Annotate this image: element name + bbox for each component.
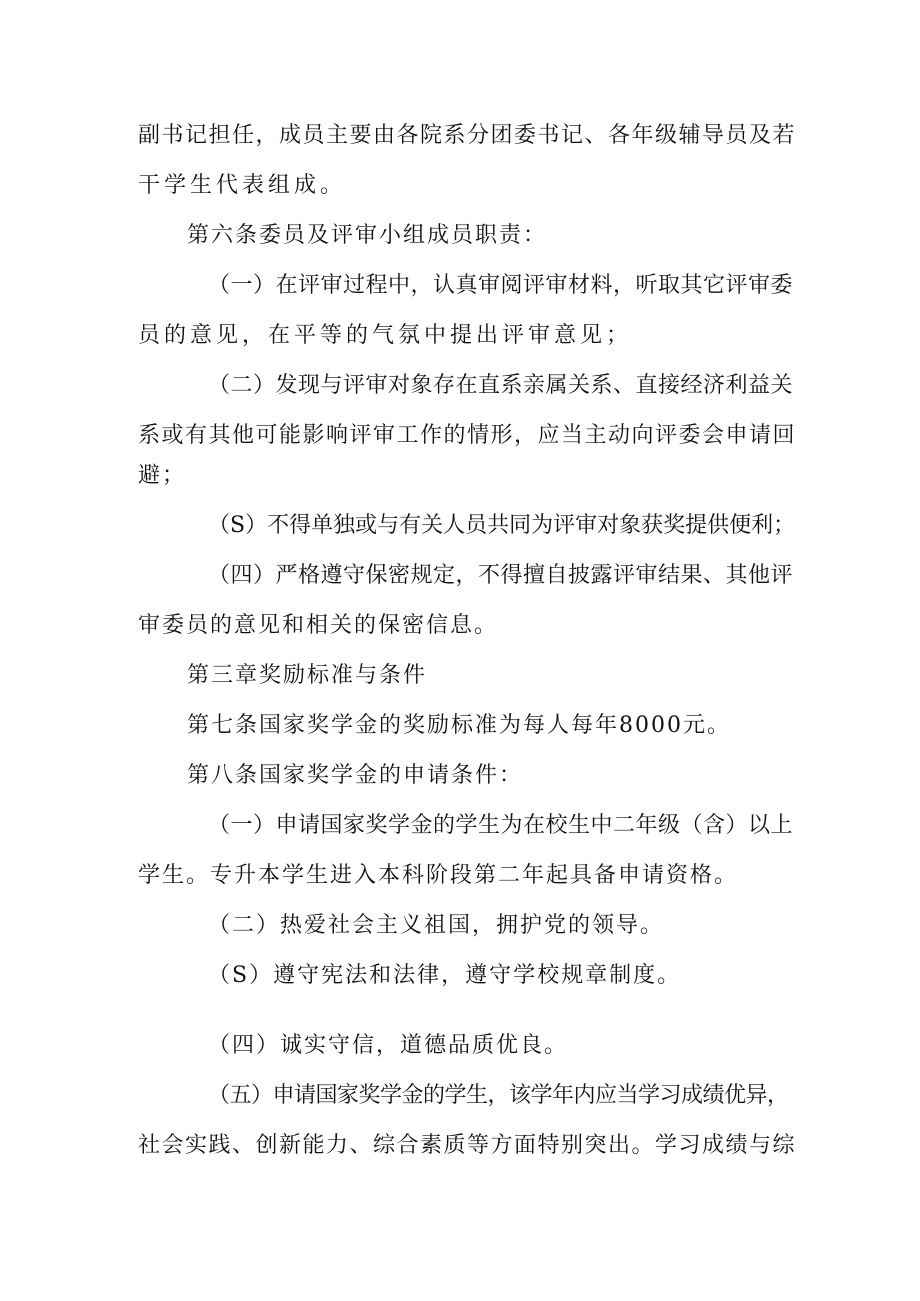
text-line: （四）诚实守信，道德品质优良。 — [208, 1033, 569, 1058]
article-heading: 第七条国家奖学金的奖励标准为每人每年8000元。 — [187, 713, 731, 738]
text-line: 员的意见，在平等的气氛中提出评审意见； — [138, 323, 633, 348]
text-line: 干学生代表组成。 — [138, 173, 347, 198]
text-line: 学生。专升本学生进入本科阶段第二年起具备申请资格。 — [138, 863, 739, 888]
text-line: 审委员的意见和相关的保密信息。 — [138, 613, 499, 638]
text-line: （四）严格遵守保密规定，不得擅自披露评审结果、其他评 — [208, 563, 794, 588]
text-line: 系或有其他可能影响评审工作的情形，应当主动向评委会申请回 — [138, 423, 797, 448]
text-line: （S）遵守宪法和法律，遵守学校规章制度。 — [208, 963, 682, 988]
text-line: （二）热爱社会主义祖国，拥护党的领导。 — [208, 913, 665, 938]
text-line: 副书记担任，成员主要由各院系分团委书记、各年级辅导员及若 — [138, 123, 797, 148]
text-line: （S）不得单独或与有关人员共同为评审对象获奖提供便利； — [208, 513, 796, 538]
text-line: 避； — [138, 463, 187, 488]
article-heading: 第六条委员及评审小组成员职责： — [187, 223, 548, 248]
text-line: （五）申请国家奖学金的学生，该学年内应当学习成绩优异， — [208, 1083, 789, 1108]
article-heading: 第八条国家奖学金的申请条件： — [187, 763, 524, 788]
text-line: （一）在评审过程中，认真审阅评审材料，听取其它评审委 — [208, 273, 794, 298]
text-line: 社会实践、创新能力、综合素质等方面特别突出。学习成绩与综 — [138, 1133, 797, 1158]
text-line: （一）申请国家奖学金的学生为在校生中二年级（含）以上 — [208, 813, 794, 838]
chapter-heading: 第三章奖励标准与条件 — [187, 663, 428, 688]
text-line: （二）发现与评审对象存在直系亲属关系、直接经济利益关 — [208, 373, 794, 398]
